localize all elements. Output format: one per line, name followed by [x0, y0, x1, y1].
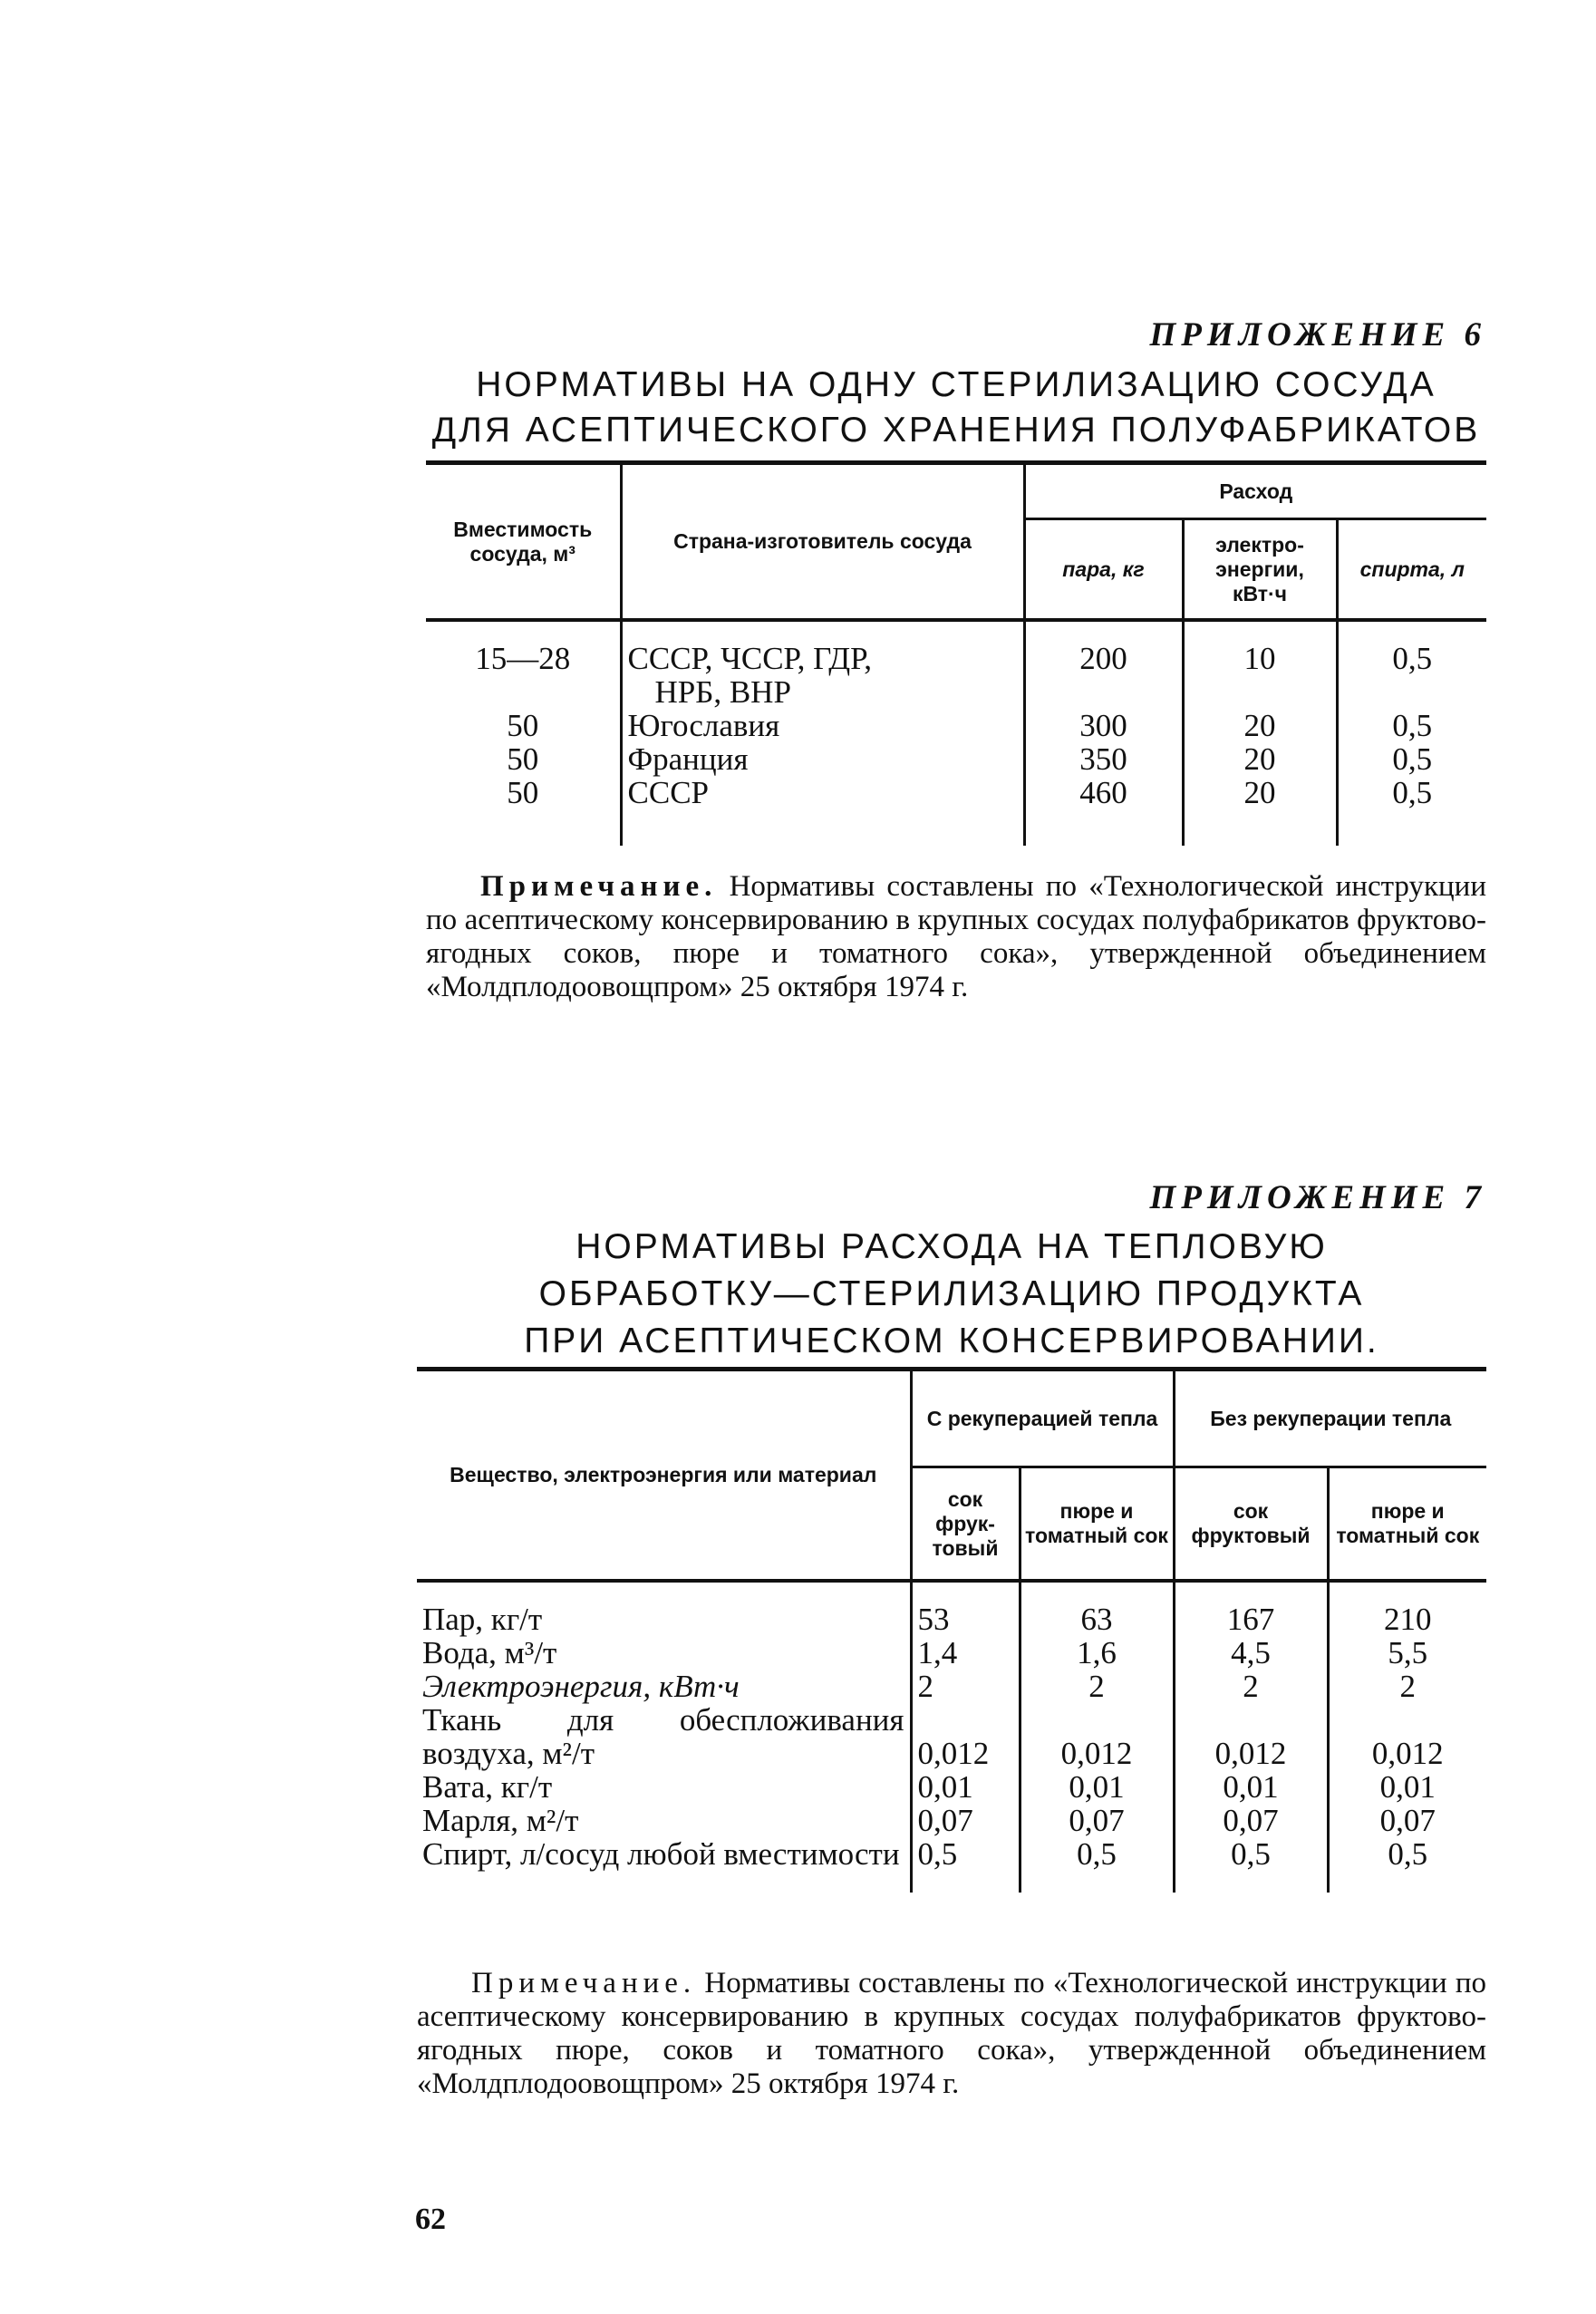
cell-v3: 0,5 — [1174, 1837, 1328, 1893]
cell-capacity: 50 — [507, 741, 539, 777]
cell-name: Вода, м³/т — [422, 1635, 557, 1670]
cell-v3: 0,012 — [1174, 1703, 1328, 1770]
table-row — [417, 1770, 1486, 1804]
header-capacity: Вместимость сосуда, м³ — [426, 463, 621, 621]
appendix-6-title-line1: НОРМАТИВЫ НА ОДНУ СТЕРИЛИЗАЦИЮ СОСУДА — [476, 365, 1436, 404]
table-row — [417, 1804, 1486, 1837]
cell-spirit: 0,5 — [1337, 742, 1486, 776]
cell-v1: 0,01 — [911, 1770, 1020, 1804]
note-text: Нормативы составлены по «Технологической инструкции по асептическому консервированию в крупных сосудах полуфабрикатов фруктово-ягодных пюре, соков и томатного сока», утвержденной объединением «Молдплодоовощпром» 25 октября 1974 г. — [417, 1967, 1487, 2100]
cell-v1: 53 — [911, 1581, 1020, 1636]
cell-v4: 0,01 — [1328, 1770, 1486, 1804]
cell-v4: 0,012 — [1328, 1703, 1486, 1770]
page-number: 62 — [415, 2203, 446, 2236]
cell-steam: 460 — [1024, 776, 1183, 846]
header-power: электро-энергии, кВт·ч — [1183, 519, 1337, 621]
appendix-7-title-line3: ПРИ АСЕПТИЧЕСКОМ КОНСЕРВИРОВАНИИ. — [524, 1322, 1379, 1360]
cell-v2: 0,5 — [1020, 1837, 1174, 1893]
appendix-7-table — [417, 1367, 1486, 1893]
cell-steam: 300 — [1024, 709, 1183, 742]
cell-capacity: 50 — [507, 775, 539, 810]
cell-v3: 0,07 — [1174, 1804, 1328, 1837]
cell-v3: 0,01 — [1174, 1770, 1328, 1804]
cell-steam: 350 — [1024, 742, 1183, 776]
header-expense: Расход — [1024, 463, 1486, 519]
cell-capacity: 50 — [507, 708, 539, 743]
note-label: Примечание. — [471, 1967, 697, 1999]
table-row — [426, 709, 1486, 742]
cell-country-line2: НРБ, ВНР — [654, 674, 791, 710]
cell-spirit: 0,5 — [1337, 620, 1486, 709]
cell-v1: 2 — [911, 1670, 1020, 1703]
note-label: Примечание. — [480, 870, 718, 903]
cell-power: 20 — [1183, 776, 1337, 846]
header-puree-tomato-2: пюре и томатный сок — [1328, 1467, 1486, 1582]
cell-name: Электроэнергия, кВт·ч — [422, 1669, 740, 1704]
cell-v2: 2 — [1020, 1670, 1174, 1703]
appendix-7-label: ПРИЛОЖЕНИЕ 7 — [1149, 1179, 1486, 1216]
cell-name: Марля, м²/т — [422, 1803, 579, 1838]
appendix-6-label: ПРИЛОЖЕНИЕ 6 — [1149, 316, 1486, 353]
header-juice-fruit: сок фрук-товый — [911, 1467, 1020, 1582]
cell-power: 10 — [1183, 620, 1337, 709]
cell-spirit: 0,5 — [1337, 776, 1486, 846]
appendix-7-title-line1: НОРМАТИВЫ РАСХОДА НА ТЕПЛОВУЮ — [576, 1227, 1328, 1266]
cell-v1: 0,5 — [911, 1837, 1020, 1893]
appendix-6-note — [426, 870, 1486, 1004]
cell-power: 20 — [1183, 709, 1337, 742]
cell-country: Франция — [621, 742, 1024, 776]
cell-v3: 2 — [1174, 1670, 1328, 1703]
cell-steam: 200 — [1024, 620, 1183, 709]
cell-v4: 0,5 — [1328, 1837, 1486, 1893]
cell-name: Вата, кг/т — [422, 1769, 553, 1805]
header-substance: Вещество, электроэнергия или материал — [417, 1370, 911, 1582]
cell-power: 20 — [1183, 742, 1337, 776]
table-row — [426, 776, 1486, 846]
cell-v4: 2 — [1328, 1670, 1486, 1703]
cell-country-line1: СССР, ЧССР, ГДР, — [627, 641, 873, 676]
cell-v2: 63 — [1020, 1581, 1174, 1636]
header-spirit: спирта, л — [1337, 519, 1486, 621]
cell-v4: 0,07 — [1328, 1804, 1486, 1837]
cell-v2: 0,012 — [1020, 1703, 1174, 1770]
appendix-7-note — [417, 1967, 1486, 2101]
table-row — [426, 620, 1486, 709]
cell-spirit: 0,5 — [1337, 709, 1486, 742]
header-with-recuperation: С рекуперацией тепла — [911, 1370, 1174, 1467]
cell-capacity: 15—28 — [475, 641, 571, 676]
header-country: Страна-изготовитель сосуда — [621, 463, 1024, 621]
table-row — [426, 742, 1486, 776]
table-row — [417, 1703, 1486, 1770]
table-row — [417, 1581, 1486, 1636]
cell-name: Ткань для обеспложивания воздуха, м²/т — [422, 1702, 904, 1771]
note-text: Нормативы составлены по «Технологической инструкции по асептическому консервированию в крупных сосудах полуфабрикатов фруктово-ягодных соков, пюре и томатного сока», утвержденной объединением «Молдплодоовощпром» 25 октября 1974 г. — [426, 870, 1487, 1003]
cell-v4: 210 — [1328, 1581, 1486, 1636]
appendix-6-table — [426, 460, 1486, 846]
appendix-6-title — [426, 363, 1486, 453]
cell-v2: 0,01 — [1020, 1770, 1174, 1804]
appendix-7-title-line2: ОБРАБОТКУ—СТЕРИЛИЗАЦИЮ ПРОДУКТА — [538, 1274, 1365, 1313]
cell-country: СССР — [621, 776, 1024, 846]
header-without-recuperation: Без рекуперации тепла — [1174, 1370, 1486, 1467]
cell-name: Спирт, л/сосуд любой вместимости — [422, 1836, 900, 1872]
header-steam: пара, кг — [1024, 519, 1183, 621]
cell-v2: 0,07 — [1020, 1804, 1174, 1837]
table-row — [417, 1670, 1486, 1703]
cell-v1: 1,4 — [911, 1636, 1020, 1670]
cell-country: Югославия — [621, 709, 1024, 742]
cell-v3: 167 — [1174, 1581, 1328, 1636]
cell-v3: 4,5 — [1174, 1636, 1328, 1670]
appendix-7-title — [417, 1224, 1486, 1365]
cell-v1: 0,012 — [911, 1703, 1020, 1770]
cell-country — [621, 620, 1024, 709]
table-row — [417, 1636, 1486, 1670]
appendix-6-title-line2: ДЛЯ АСЕПТИЧЕСКОГО ХРАНЕНИЯ ПОЛУФАБРИКАТОВ — [431, 411, 1481, 450]
header-juice-fruit-2: сок фруктовый — [1174, 1467, 1328, 1582]
cell-v2: 1,6 — [1020, 1636, 1174, 1670]
header-puree-tomato: пюре и томатный сок — [1020, 1467, 1174, 1582]
cell-name: Пар, кг/т — [422, 1602, 543, 1637]
table-row — [417, 1837, 1486, 1893]
cell-v4: 5,5 — [1328, 1636, 1486, 1670]
cell-v1: 0,07 — [911, 1804, 1020, 1837]
